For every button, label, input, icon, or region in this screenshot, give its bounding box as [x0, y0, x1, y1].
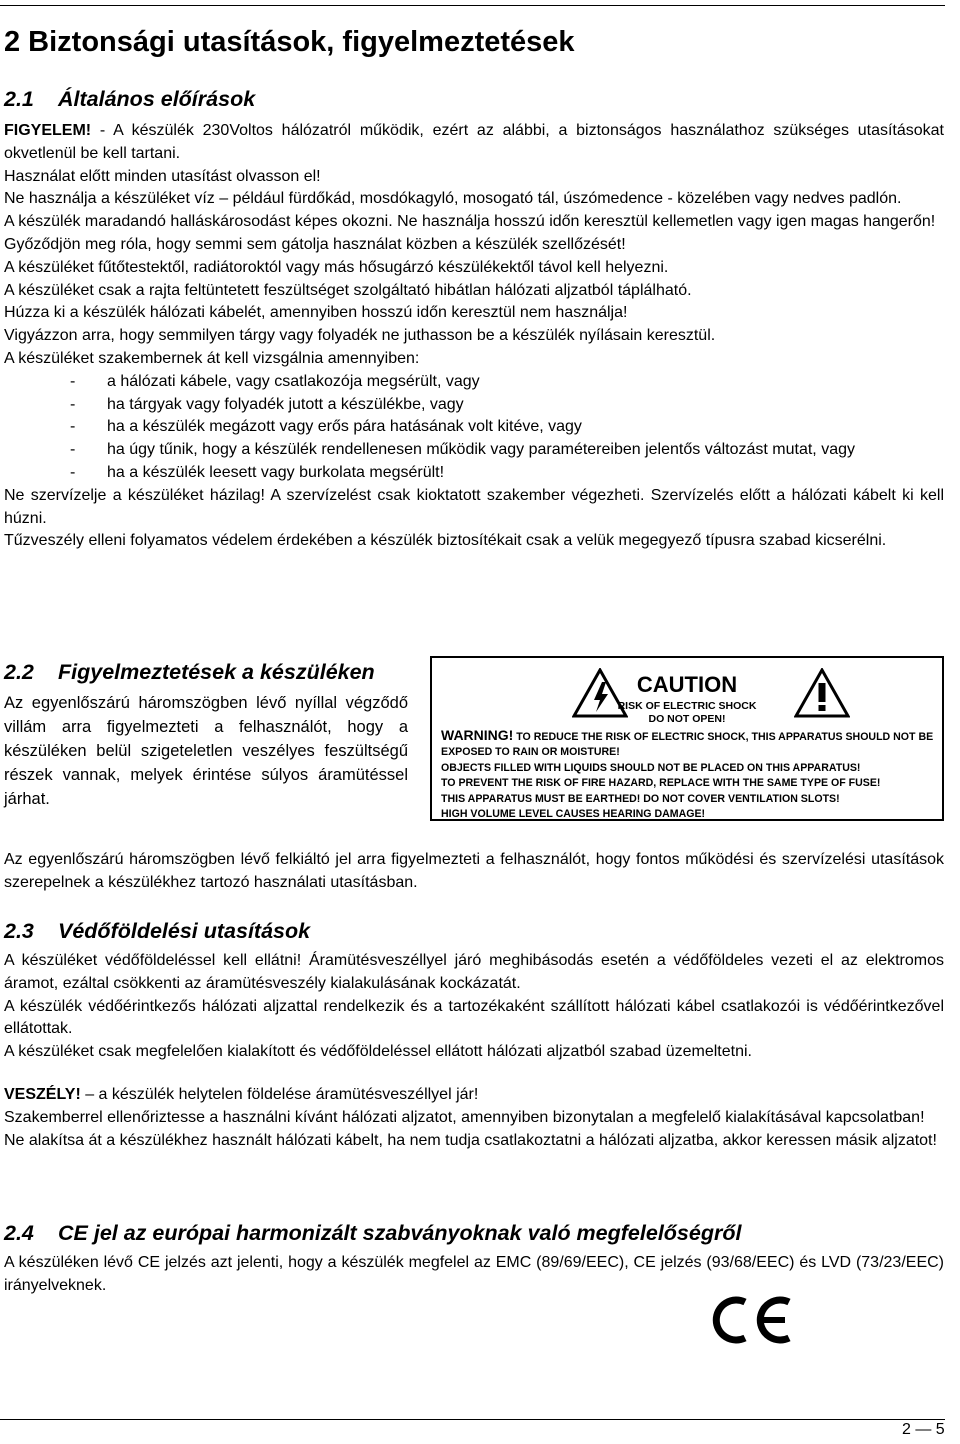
- section-title: Védőföldelési utasítások: [58, 919, 311, 943]
- section-number: 2.3: [4, 919, 34, 943]
- top-rule: [0, 5, 945, 6]
- section-title: CE jel az európai harmonizált szabványoknak való megfelelőségről: [58, 1221, 742, 1245]
- warning-label: WARNING!: [441, 727, 514, 743]
- caution-title: CAUTION: [636, 672, 738, 697]
- paragraph: Tűzveszély elleni folyamatos védelem érdekében a készülék biztosítékait csak a velük megegyező típusra szabad kicserélni.: [4, 532, 887, 550]
- section-2-3-danger: [4, 1084, 944, 1152]
- section-2-2-heading: [4, 660, 375, 685]
- warning-line: OBJECTS FILLED WITH LIQUIDS SHOULD NOT BE PLACED ON THIS APPARATUS!: [441, 761, 861, 774]
- paragraph: A készüléket szakembernek át kell vizsgálnia amennyiben:: [4, 349, 420, 367]
- paragraph: Győződjön meg róla, hogy semmi sem gátolja használat közben a készülék szellőzését!: [4, 235, 626, 253]
- section-2-4-body: A készüléken lévő CE jelzés azt jelenti, hogy a készülék megfelel az EMC (89/69/EEC), CE jelzés (93/68/EEC) és LVD (73/23/EEC) irányelveknek.: [4, 1254, 944, 1294]
- section-2-4-heading: [4, 1221, 741, 1246]
- figyelem-paragraph: [4, 120, 944, 166]
- bottom-rule: [0, 1419, 945, 1420]
- section-2-3-heading: [4, 919, 310, 944]
- paragraph: A készülék maradandó halláskárosodást képes okozni. Ne használja hosszú időn keresztül kellemetlen vagy igen magas hangerőn!: [4, 213, 936, 231]
- veszely-label: VESZÉLY!: [4, 1086, 81, 1103]
- inspection-list: [4, 371, 944, 485]
- figyelem-label: FIGYELEM!: [4, 122, 92, 139]
- list-item: - ha úgy tűnik, hogy a készülék rendellenesen működik vagy paramétereiben jelentős változást mutat, vagy: [70, 441, 855, 459]
- warning-line: TO REDUCE THE RISK OF ELECTRIC SHOCK, THIS APPARATUS SHOULD NOT BE: [513, 731, 934, 743]
- ce-mark-logo: [705, 1296, 793, 1344]
- list-item: - ha a készülék leesett vagy burkolata megsérült!: [70, 463, 445, 481]
- section-number: 2.4: [4, 1221, 34, 1245]
- veszely-text: – a készülék helytelen földelése áramütésveszéllyel jár!: [80, 1086, 479, 1103]
- section-2-1-body: [4, 120, 944, 553]
- paragraph: A készüléket védőföldeléssel kell ellátni! Áramütésveszéllyel járó meghibásodás esetén a védőföldeles vezeti el az elektromos áramot, ezáltal csökkenti az áramütésveszély kialakulásának kockázatát.: [4, 952, 944, 992]
- paragraph: Húzza ki a készülék hálózati kábelét, amennyiben hosszú időn keresztül nem használja!: [4, 304, 628, 322]
- paragraph: Ne alakítsa át a készülékhez használt hálózati kábelt, ha nem tudja csatlakoztatni a hálózati aljzatba, akkor keressen másik aljzatot!: [4, 1131, 937, 1149]
- caution-warning-lines: [441, 728, 941, 822]
- paragraph: Vigyázzon arra, hogy semmilyen tárgy vagy folyadék ne juthasson be a készülék nyílásain keresztül.: [4, 327, 716, 345]
- section-2-1-heading: [4, 87, 255, 112]
- paragraph: A készüléket csak megfelelően kialakított és védőföldeléssel ellátott hálózati aljzatból szabad üzemeltetni.: [4, 1043, 752, 1061]
- paragraph: Ne szervízelje a készüléket házilag! A szervízelést csak kioktatott szakember végezheti. Szervízelés előtt a hálózati kábelt ki kell húzni.: [4, 486, 944, 527]
- paragraph: Szakemberrel ellenőriztesse a használni kívánt hálózati aljzatot, amennyiben bizonytalan a megfelelő kialakításával kapcsolatban!: [4, 1108, 925, 1126]
- danger-paragraph: [4, 1084, 944, 1107]
- page-title: 2 Biztonsági utasítások, figyelmeztetések: [4, 26, 575, 58]
- warning-line: TO PREVENT THE RISK OF FIRE HAZARD, REPLACE WITH THE SAME TYPE OF FUSE!: [441, 777, 881, 790]
- warning-line: EXPOSED TO RAIN OR MOISTURE!: [441, 746, 620, 759]
- warning-line: HIGH VOLUME LEVEL CAUSES HEARING DAMAGE!: [441, 808, 706, 821]
- section-title: Általános előírások: [58, 87, 256, 111]
- list-item: - ha a készülék megázott vagy erős pára hatásának volt kitéve, vagy: [70, 418, 582, 436]
- section-number: 2.1: [4, 87, 34, 111]
- list-item: - a hálózati kábele, vagy csatlakozója megsérült, vagy: [70, 372, 480, 390]
- lightning-explanation: Az egyenlőszárú háromszögben lévő nyíllal végződő villám arra figyelmezteti a felhasználót, hogy a készüléken belül szigeteletlen veszélyes feszültségű részek vannak, melyek érintése súlyos áramütéssel járhat.: [4, 694, 408, 808]
- caution-label-image: [430, 656, 944, 821]
- paragraph: Ne használja a készüléket víz – például fürdőkád, mosdókagyló, mosogató tál, úszómedence - közelében vagy nedves padlón.: [4, 190, 902, 208]
- list-item: - ha tárgyak vagy folyadék jutott a készülékbe, vagy: [70, 395, 464, 413]
- exclamation-explanation: Az egyenlőszárú háromszögben lévő felkiáltó jel arra figyelmezteti a felhasználót, hogy fontos működési és szervízelési utasítások szerepelnek a készülékhez tartozó használati utasításban.: [4, 851, 944, 891]
- exclamation-triangle-icon: [794, 668, 850, 718]
- paragraph: A készüléket fűtőtestektől, radiátoroktól vagy más hősugárzó készülékektől távol kell helyezni.: [4, 258, 669, 276]
- caution-subtitle: DO NOT OPEN!: [648, 713, 726, 725]
- paragraph: A készüléket csak a rajta feltüntetett feszültséget szolgáltató hibátlan hálózati aljzatból táplálható.: [4, 281, 692, 299]
- figyelem-text: - A készülék 230Voltos hálózatról működik, ezért az alábbi, a biztonságos használathoz szükséges utasításokat okvetlenül be kell tartani.: [4, 122, 944, 162]
- warning-line: THIS APPARATUS MUST BE EARTHED! DO NOT COVER VENTILATION SLOTS!: [441, 792, 840, 805]
- section-title: Figyelmeztetések a készüléken: [58, 660, 375, 684]
- page-number: 2 — 5: [902, 1421, 945, 1438]
- paragraph: A készülék védőérintkezős hálózati aljzattal rendelkezik és a tartozékaként szállított hálózati kábel csatlakozói is védőérintkezővel ellátottak.: [4, 997, 944, 1038]
- paragraph: Használat előtt minden utasítást olvasson el!: [4, 167, 321, 185]
- section-number: 2.2: [4, 660, 34, 684]
- caution-subtitle: RISK OF ELECTRIC SHOCK: [617, 700, 757, 712]
- section-2-3-body: [4, 950, 944, 1064]
